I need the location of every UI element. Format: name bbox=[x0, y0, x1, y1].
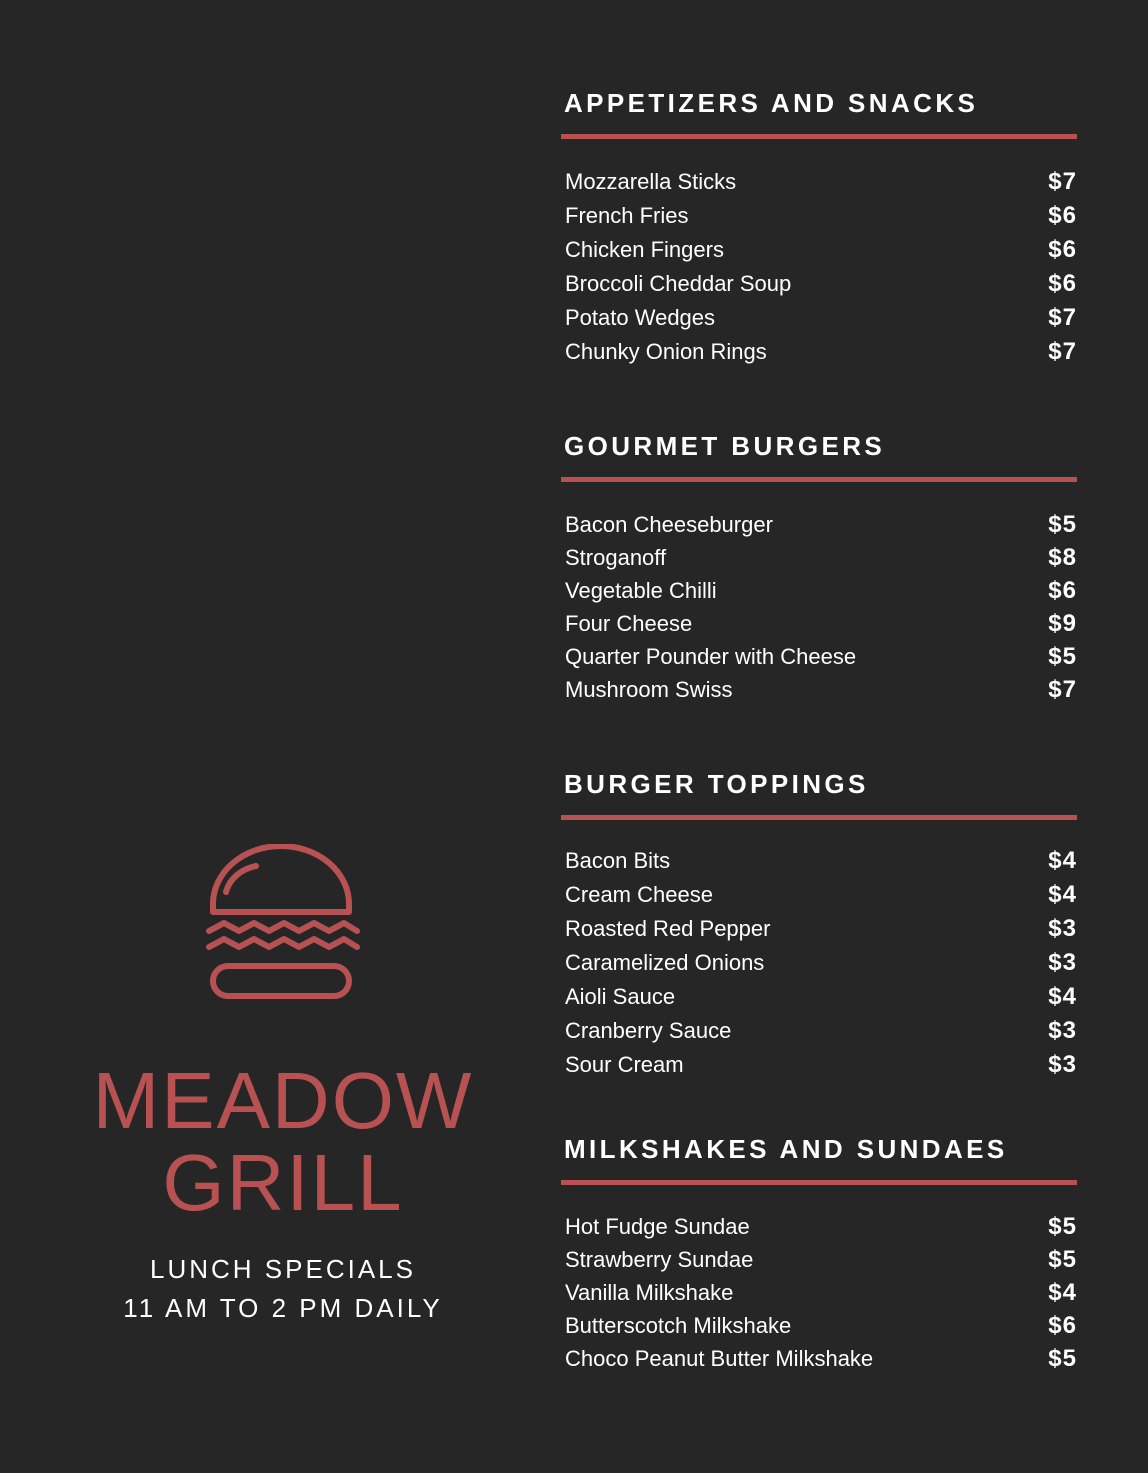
item-price: $7 bbox=[1048, 304, 1077, 331]
item-price: $5 bbox=[1048, 1344, 1077, 1372]
item-name: Vegetable Chilli bbox=[565, 577, 717, 603]
item-price: $5 bbox=[1048, 1245, 1077, 1273]
menu-item bbox=[561, 1014, 1077, 1048]
menu-item bbox=[561, 1342, 1077, 1375]
brand-name-line2: GRILL bbox=[162, 1138, 404, 1227]
menu-item bbox=[561, 1243, 1077, 1276]
item-name: Choco Peanut Butter Milkshake bbox=[565, 1345, 874, 1371]
item-name: Vanilla Milkshake bbox=[565, 1279, 734, 1305]
menu-item bbox=[561, 1048, 1077, 1082]
menu-item bbox=[561, 1210, 1077, 1243]
section-title: APPETIZERS AND SNACKS bbox=[564, 88, 979, 118]
item-price: $3 bbox=[1048, 1017, 1077, 1044]
item-name: Chicken Fingers bbox=[565, 237, 724, 262]
item-price: $6 bbox=[1048, 270, 1077, 297]
menu-item bbox=[561, 1309, 1077, 1342]
item-name: Bacon Bits bbox=[565, 848, 671, 873]
menu-item bbox=[561, 912, 1077, 946]
menu-item bbox=[561, 1276, 1077, 1309]
item-name: Chunky Onion Rings bbox=[565, 339, 767, 364]
item-price: $9 bbox=[1048, 609, 1077, 637]
item-price: $4 bbox=[1048, 847, 1077, 874]
item-price: $7 bbox=[1048, 338, 1077, 365]
menu-item bbox=[561, 267, 1077, 301]
item-price: $4 bbox=[1048, 983, 1077, 1010]
menu-item bbox=[561, 508, 1077, 541]
item-price: $3 bbox=[1048, 1051, 1077, 1078]
menu-section-toppings bbox=[561, 769, 1077, 1082]
item-name: Bacon Cheeseburger bbox=[565, 511, 773, 537]
section-divider bbox=[561, 134, 1077, 139]
menu-item bbox=[561, 574, 1077, 607]
item-price: $3 bbox=[1048, 949, 1077, 976]
item-price: $5 bbox=[1048, 510, 1077, 538]
item-price: $5 bbox=[1048, 1212, 1077, 1240]
item-name: French Fries bbox=[565, 203, 689, 228]
menu-item bbox=[561, 980, 1077, 1014]
menu-item bbox=[561, 541, 1077, 574]
section-title: BURGER TOPPINGS bbox=[564, 769, 869, 799]
item-name: Stroganoff bbox=[565, 544, 667, 570]
item-name: Roasted Red Pepper bbox=[565, 916, 771, 941]
menu-item bbox=[561, 878, 1077, 912]
menu-section-burgers bbox=[561, 431, 1077, 706]
item-price: $4 bbox=[1048, 881, 1077, 908]
section-divider bbox=[561, 477, 1077, 482]
menu-item bbox=[561, 233, 1077, 267]
menu-item bbox=[561, 640, 1077, 673]
item-price: $6 bbox=[1048, 1311, 1077, 1339]
item-name: Hot Fudge Sundae bbox=[565, 1213, 750, 1239]
menu-section-milkshakes bbox=[561, 1134, 1077, 1375]
item-price: $6 bbox=[1048, 576, 1077, 604]
item-name: Mozzarella Sticks bbox=[565, 169, 737, 194]
item-price: $5 bbox=[1048, 642, 1077, 670]
section-title: GOURMET BURGERS bbox=[564, 431, 886, 461]
item-name: Quarter Pounder with Cheese bbox=[565, 643, 857, 669]
item-price: $3 bbox=[1048, 915, 1077, 942]
section-divider bbox=[561, 815, 1077, 820]
item-price: $8 bbox=[1048, 543, 1077, 571]
item-name: Sour Cream bbox=[565, 1052, 684, 1077]
item-name: Potato Wedges bbox=[565, 305, 716, 330]
menu-item bbox=[561, 165, 1077, 199]
item-name: Aioli Sauce bbox=[565, 984, 676, 1009]
item-name: Cranberry Sauce bbox=[565, 1018, 732, 1043]
burger-icon bbox=[204, 844, 362, 1004]
item-price: $7 bbox=[1048, 168, 1077, 195]
item-price: $6 bbox=[1048, 236, 1077, 263]
menu-item bbox=[561, 946, 1077, 980]
item-name: Broccoli Cheddar Soup bbox=[565, 271, 792, 296]
menu-item bbox=[561, 199, 1077, 233]
brand-panel bbox=[0, 0, 566, 1473]
item-name: Butterscotch Milkshake bbox=[565, 1312, 792, 1338]
menu-item bbox=[561, 844, 1077, 878]
menu-item bbox=[561, 335, 1077, 369]
item-name: Cream Cheese bbox=[565, 882, 713, 907]
section-divider bbox=[561, 1180, 1077, 1185]
tagline-hours: 11 AM TO 2 PM DAILY bbox=[123, 1293, 443, 1323]
item-name: Strawberry Sundae bbox=[565, 1246, 754, 1272]
item-name: Caramelized Onions bbox=[565, 950, 765, 975]
menu-item bbox=[561, 673, 1077, 706]
tagline-lunch-specials: LUNCH SPECIALS bbox=[150, 1254, 416, 1284]
item-price: $4 bbox=[1048, 1278, 1077, 1306]
item-name: Mushroom Swiss bbox=[565, 676, 733, 702]
menu-section-appetizers bbox=[561, 88, 1077, 369]
section-title: MILKSHAKES AND SUNDAES bbox=[564, 1134, 1008, 1164]
item-price: $6 bbox=[1048, 202, 1077, 229]
menu-item bbox=[561, 607, 1077, 640]
menu-item bbox=[561, 301, 1077, 335]
brand-name-line1: MEADOW bbox=[92, 1056, 474, 1145]
item-name: Four Cheese bbox=[565, 610, 693, 636]
item-price: $7 bbox=[1048, 675, 1077, 703]
